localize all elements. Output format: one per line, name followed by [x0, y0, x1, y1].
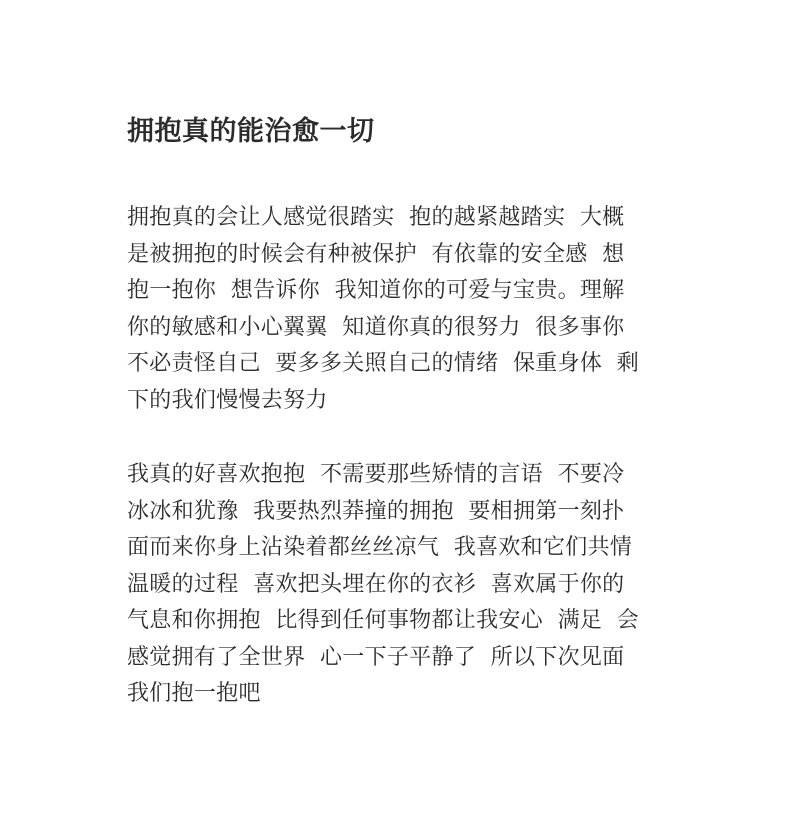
paragraph-line: 冰冰和犹豫 我要热烈莽撞的拥抱 要相拥第一刻扑 — [127, 498, 625, 524]
paragraph-line: 我们抱一抱吧 — [127, 681, 261, 706]
paragraph-line: 我真的好喜欢抱抱 不需要那些矫情的言语 不要冷 — [127, 462, 625, 487]
paragraph-line: 抱一抱你 想告诉你 我知道你的可爱与宝贵。理解 — [127, 278, 625, 303]
paragraph-line: 你的敏感和小心翼翼 知道你真的很努力 很多事你 — [127, 314, 625, 340]
paragraph-line: 气息和你拥抱 比得到任何事物都让我安心 满足 会 — [127, 608, 640, 633]
paragraph-line: 是被拥抱的时候会有种被保护 有依靠的安全感 想 — [127, 241, 625, 267]
article — [127, 112, 677, 751]
paragraph-line: 拥抱真的会让人感觉很踏实 抱的越紧越踏实 大概 — [127, 205, 625, 230]
paragraph-line: 面而来你身上沾染着都丝丝凉气 我喜欢和它们共情 — [127, 535, 633, 560]
paragraph-line: 温暖的过程 喜欢把头埋在你的衣衫 喜欢属于你的 — [127, 571, 625, 597]
paragraph-2 — [127, 457, 677, 713]
article-title: 拥抱真的能治愈一切 — [127, 116, 375, 147]
paragraph-line: 感觉拥有了全世界 心一下子平静了 所以下次见面 — [127, 644, 625, 670]
paragraph-1 — [127, 200, 677, 419]
paragraph-line: 不必责怪自己 要多多关照自己的情绪 保重身体 剩 — [127, 351, 640, 376]
paragraph-line: 下的我们慢慢去努力 — [127, 387, 328, 413]
